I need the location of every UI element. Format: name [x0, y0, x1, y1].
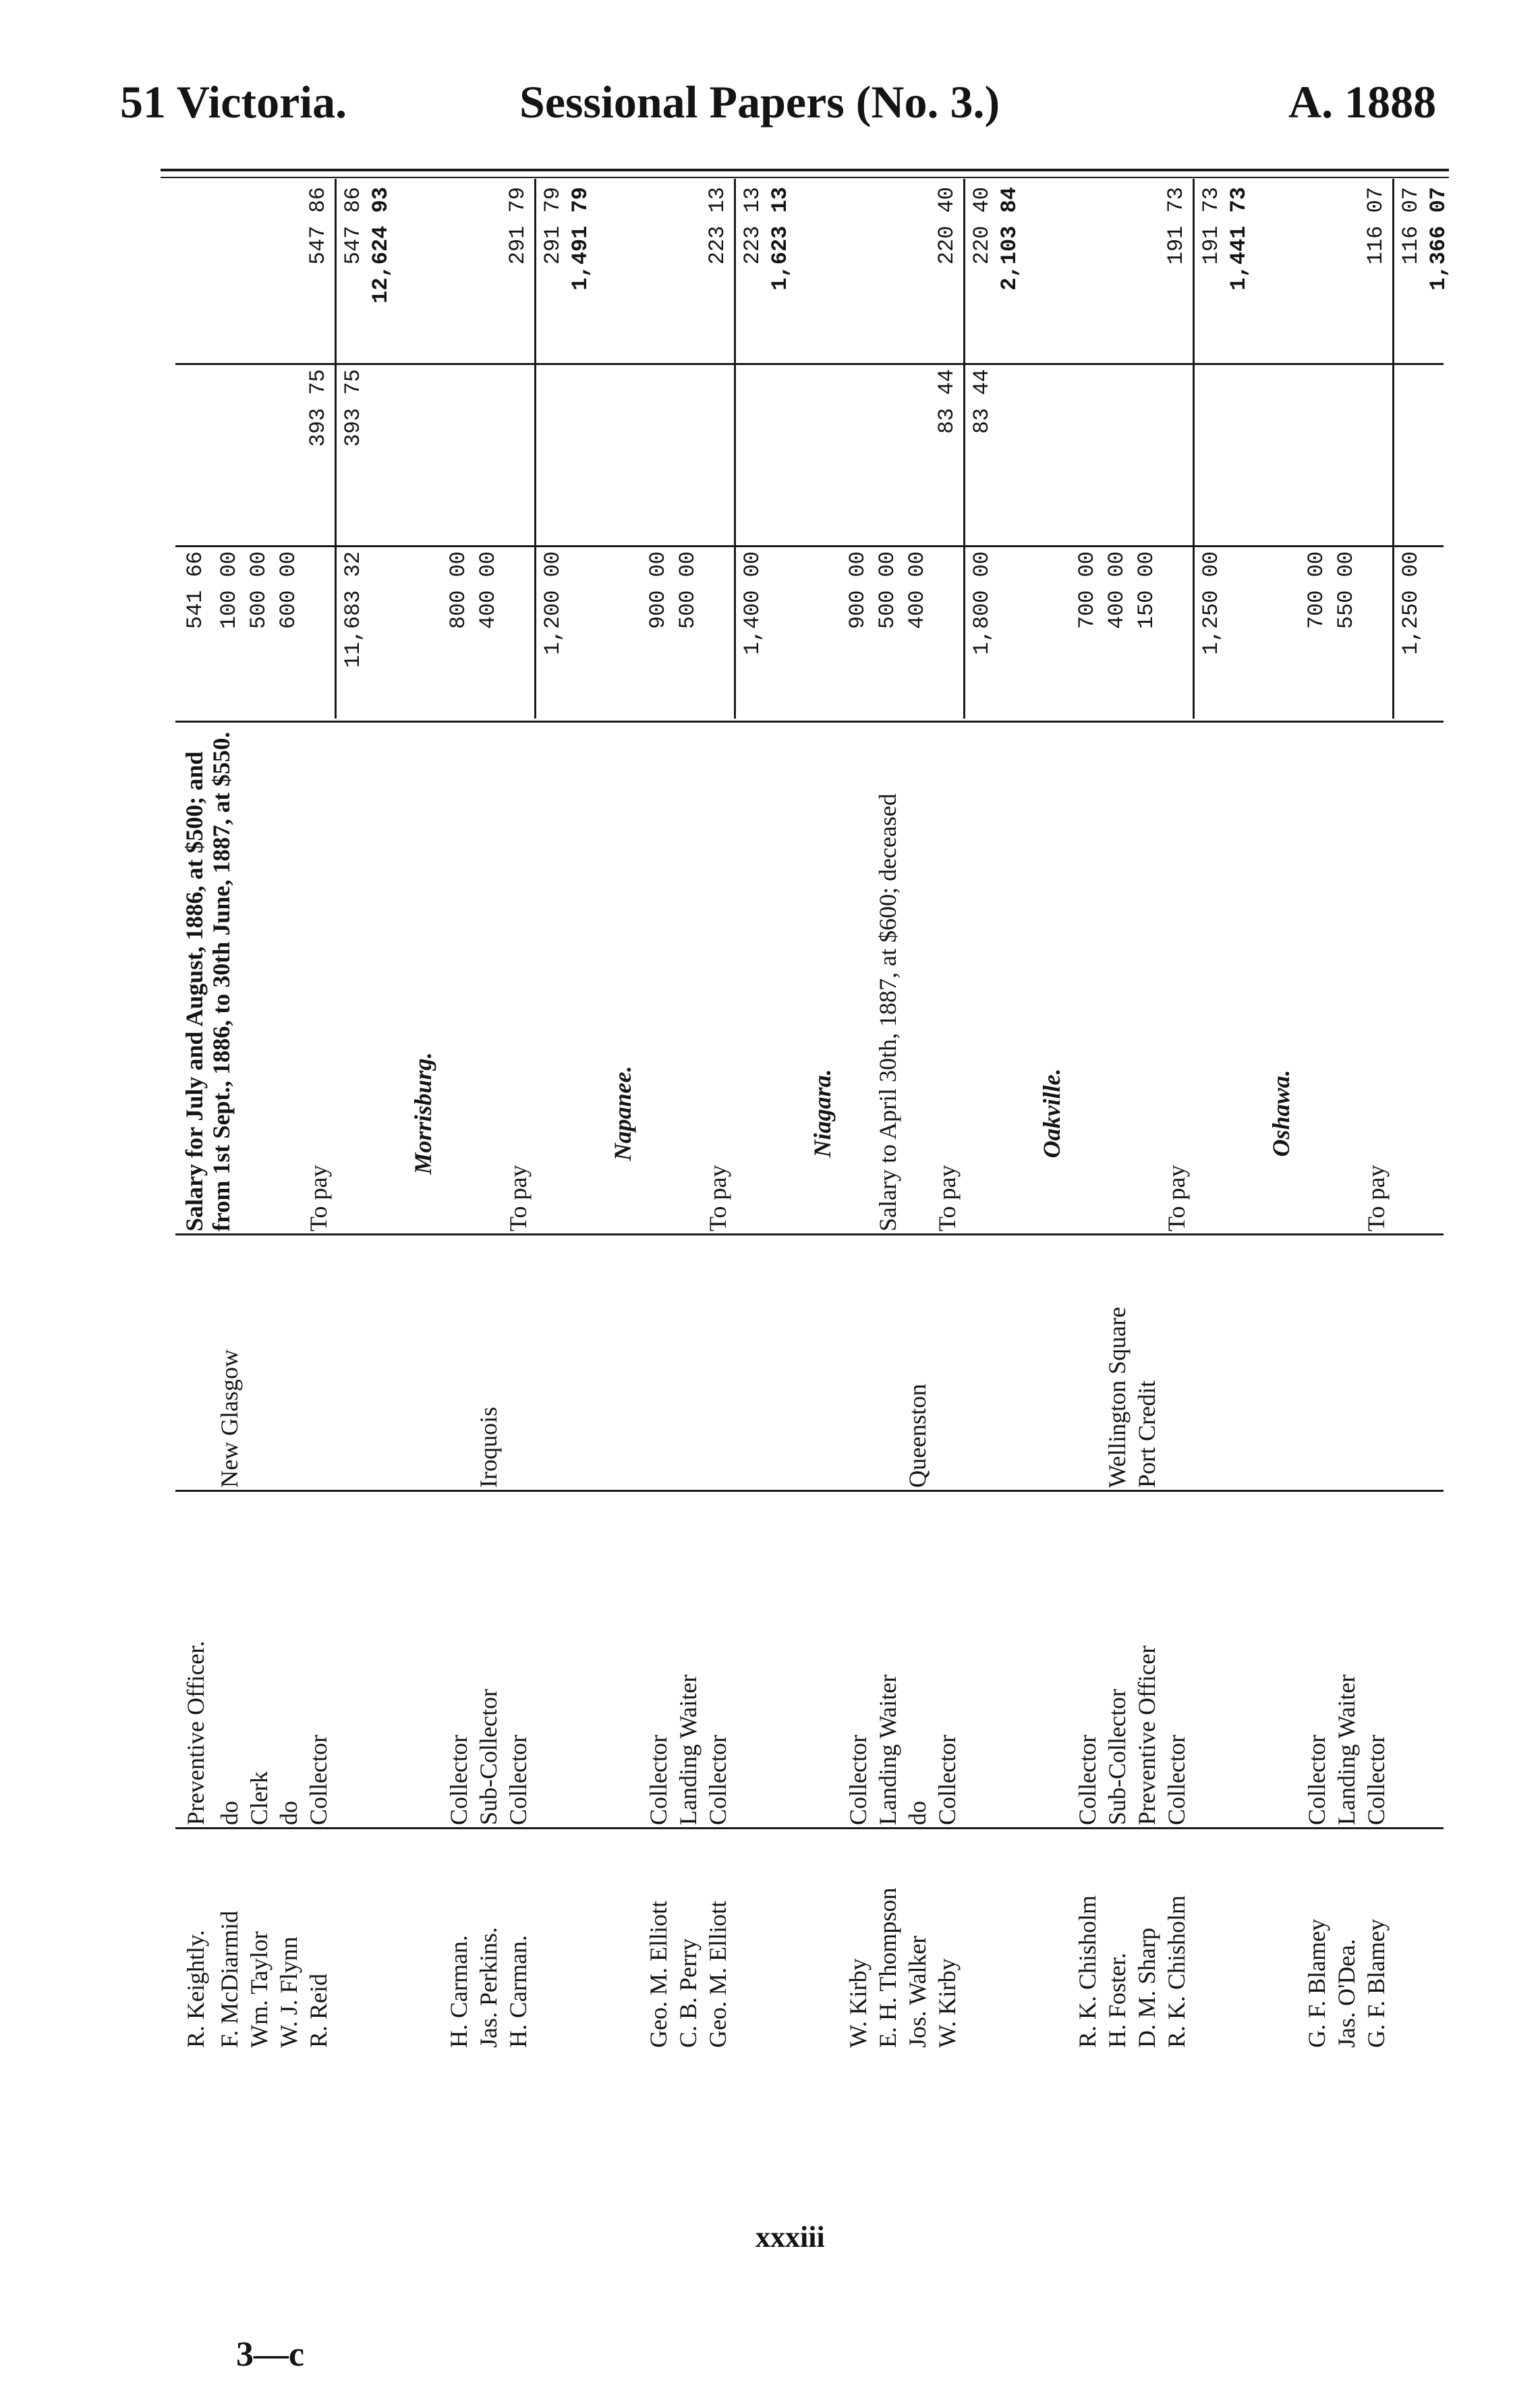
cell-name: R. Keightly.: [182, 1930, 209, 2048]
section-total: 1,623 13: [768, 187, 793, 291]
signature-mark: 3—c: [236, 2335, 305, 2374]
cell-office: Collector: [305, 1735, 332, 1825]
cell-place: [304, 1239, 333, 1488]
subtotal-rule: [1392, 179, 1394, 719]
cell-name: Jos. Walker: [904, 1935, 931, 2048]
subtotal-row: [967, 179, 997, 2048]
cell-amount: 900 00: [845, 551, 870, 630]
cell-remark: [1132, 727, 1162, 1231]
cell-remark: To pay: [1163, 1165, 1190, 1231]
column-rule: [175, 363, 1444, 365]
cell-remark: Salary to April 30th, 1887, at $600; deceased: [874, 793, 901, 1231]
cell-amount: 541 66: [183, 551, 208, 630]
cell-office: Collector: [704, 1735, 731, 1825]
cell-name: H. Carman.: [505, 1935, 532, 2048]
cell-name: H. Foster.: [1104, 1952, 1131, 2048]
cell-amount: 600 00: [276, 551, 301, 630]
cell-remark: [673, 727, 703, 1231]
cell-name: G. F. Blamey: [1363, 1918, 1390, 2048]
cell-name: E. H. Thompson: [874, 1887, 901, 2048]
cell-remark: To pay: [505, 1165, 532, 1231]
table-row: [1162, 179, 1191, 2048]
subtotal-rule: [335, 179, 337, 719]
cell-name: F. McDiarmid: [216, 1910, 243, 2048]
table-row: [673, 179, 703, 2048]
table-row: [1332, 179, 1361, 2048]
cell-office: Preventive Officer: [1133, 1645, 1160, 1825]
cell-amount: 800 00: [446, 551, 471, 630]
cell-extra: [738, 369, 768, 543]
cell-extra: [673, 369, 703, 543]
cell-name: Jas. Perkins.: [475, 1927, 502, 2048]
cell-place: Port Credit: [1133, 1381, 1160, 1488]
cell-office: Collector: [645, 1735, 672, 1825]
cell-office: Collector: [1074, 1735, 1101, 1825]
cell-amount: 1,800 00: [969, 551, 994, 655]
cell-place: [1361, 1239, 1391, 1488]
cell-extra2: 291 79: [540, 187, 565, 265]
cell-extra2: 223 13: [705, 187, 730, 265]
cell-amount: [703, 551, 733, 719]
cell-place: [444, 1239, 474, 1488]
section-total: 2,103 84: [997, 187, 1022, 291]
cell-name: R. K. Chisholm: [1074, 1895, 1101, 2048]
cell-office: Collector: [845, 1735, 872, 1825]
cell-office: Collector: [445, 1735, 472, 1825]
cell-office: Collector: [1363, 1735, 1390, 1825]
cell-name: Jas. O'Dea.: [1333, 1939, 1360, 2048]
cell-extra: [1073, 369, 1102, 543]
cell-extra: [1197, 369, 1226, 543]
cell-remark: To pay: [934, 1165, 961, 1231]
cell-office: Collector: [505, 1735, 532, 1825]
cell-remark: [1302, 727, 1332, 1231]
header-rule: [161, 169, 1449, 171]
subtotal-rule: [734, 179, 736, 719]
cell-office: Sub-Collector: [1104, 1689, 1131, 1825]
cell-extra2: [843, 187, 873, 361]
cell-extra: 83 44: [969, 369, 994, 435]
cell-place: [932, 1239, 962, 1488]
cell-extra: 83 44: [934, 369, 959, 435]
cell-place: [873, 1239, 903, 1488]
subtotal-row: [538, 179, 568, 2048]
subtotal-row: [738, 179, 768, 2048]
cell-extra2: 223 13: [740, 187, 765, 265]
cell-amount: 1,200 00: [540, 551, 565, 655]
cell-office: Landing Waiter: [675, 1674, 702, 1825]
cell-extra: [1332, 369, 1361, 543]
city-heading: Morrisburg.: [409, 1052, 436, 1175]
cell-office: Clerk: [246, 1771, 273, 1825]
cell-place: [1302, 1239, 1332, 1488]
cell-extra: [244, 369, 274, 543]
cell-place: [1162, 1239, 1191, 1488]
city-heading: Oshawa.: [1267, 1069, 1294, 1157]
cell-name: Wm. Taylor: [246, 1931, 273, 2048]
column-rule: [175, 1233, 1444, 1235]
subtotal-rule: [963, 179, 965, 719]
cell-extra2: [903, 187, 932, 361]
section-total: 1,491 79: [568, 187, 593, 291]
cell-extra2: 116 07: [1363, 187, 1388, 265]
table-row: [444, 179, 474, 2048]
table-row: [1132, 179, 1162, 2048]
header-center: Sessional Papers (No. 3.): [519, 76, 1000, 128]
cell-place: Iroquois: [475, 1407, 502, 1488]
cell-extra2: [873, 187, 903, 361]
column-rule: [175, 545, 1444, 547]
cell-amount: [503, 551, 533, 719]
cell-extra: [538, 369, 568, 543]
cell-extra: [1396, 369, 1426, 543]
cell-extra2: [215, 187, 244, 361]
cell-extra2: [1332, 187, 1361, 361]
cell-extra2: [1102, 187, 1132, 361]
cell-extra: [1302, 369, 1332, 543]
cell-amount: 500 00: [675, 551, 700, 630]
cell-extra2: 116 07: [1398, 187, 1423, 265]
table-row: [474, 179, 503, 2048]
cell-amount: 1,400 00: [740, 551, 765, 655]
cell-extra2: 191 73: [1164, 187, 1189, 265]
cell-name: W. J. Flynn: [275, 1936, 302, 2048]
column-rule: [175, 1827, 1444, 1829]
cell-extra2: [1132, 187, 1162, 361]
table-row: [274, 179, 304, 2048]
cell-extra2: [274, 187, 304, 361]
table-row: [873, 179, 903, 2048]
column-rule: [175, 721, 1444, 723]
cell-name: Geo. M. Elliott: [645, 1901, 672, 2048]
table-row: [903, 179, 932, 2048]
cell-remark: [644, 727, 673, 1231]
cell-extra2: [673, 187, 703, 361]
cell-extra: [503, 369, 533, 543]
table-row: [1361, 179, 1391, 2048]
cell-extra2: 547 86: [306, 187, 331, 265]
cell-office: do: [275, 1801, 302, 1825]
cell-extra2: [1302, 187, 1332, 361]
subtotal-rule: [534, 179, 536, 719]
cell-amount: 500 00: [875, 551, 900, 630]
cell-amount: 100 00: [217, 551, 241, 630]
cell-office: do: [904, 1801, 931, 1825]
cell-office: Collector: [934, 1735, 961, 1825]
cell-place: [843, 1239, 873, 1488]
cell-extra2: [244, 187, 274, 361]
cell-extra2: [1073, 187, 1102, 361]
cell-office: Landing Waiter: [874, 1674, 901, 1825]
cell-extra: [474, 369, 503, 543]
cell-place: [1073, 1239, 1102, 1488]
cell-amount: 150 00: [1134, 551, 1159, 630]
cell-remark: To pay: [305, 1165, 332, 1231]
cell-amount: 900 00: [646, 551, 671, 630]
cell-remark: [1073, 727, 1102, 1231]
cell-name: Geo. M. Elliott: [704, 1901, 731, 2048]
cell-name: H. Carman.: [445, 1935, 472, 2048]
cell-name: D. M. Sharp: [1133, 1928, 1160, 2048]
cell-extra: [903, 369, 932, 543]
cell-extra2: 220 40: [934, 187, 959, 265]
cell-remark: [474, 727, 503, 1231]
section-total: 1,441 73: [1226, 187, 1251, 291]
cell-amount: 400 00: [1104, 551, 1129, 630]
cell-extra2: 191 73: [1199, 187, 1224, 265]
cell-extra: 393 75: [341, 369, 366, 447]
cell-place: [644, 1239, 673, 1488]
cell-remark: Salary for July and August, 1886, at $500; and from 1st Sept., 1886, to 30th June, 1887, at $550.: [181, 731, 235, 1231]
cell-extra: [1102, 369, 1132, 543]
cell-extra: [703, 369, 733, 543]
cell-amount: 11,683 32: [341, 551, 366, 668]
table-row: [244, 179, 274, 2048]
cell-amount: 700 00: [1304, 551, 1329, 630]
cell-extra: [274, 369, 304, 543]
cell-extra2: [644, 187, 673, 361]
cell-remark: [244, 727, 274, 1231]
cell-extra: [215, 369, 244, 543]
cell-extra: [1132, 369, 1162, 543]
cell-amount: 1,250 00: [1199, 551, 1224, 655]
table-row: [932, 179, 962, 2048]
cell-office: Sub-Collector: [475, 1689, 502, 1825]
cell-amount: 400 00: [905, 551, 930, 630]
cell-remark: [444, 727, 474, 1231]
cell-extra2: 220 40: [969, 187, 994, 265]
cell-remark: [1332, 727, 1361, 1231]
cell-amount: 1,250 00: [1398, 551, 1423, 655]
cell-remark: To pay: [704, 1165, 731, 1231]
cell-name: R. Reid: [305, 1973, 332, 2048]
cell-extra: [444, 369, 474, 543]
cell-amount: [1361, 551, 1391, 719]
cell-name: R. K. Chisholm: [1163, 1895, 1190, 2048]
cell-place: Wellington Square: [1104, 1306, 1131, 1488]
cell-place: [1332, 1239, 1361, 1488]
section-total: 12,624 93: [368, 187, 393, 304]
cell-place: [503, 1239, 533, 1488]
cell-amount: [1162, 551, 1191, 719]
subtotal-row: [1197, 179, 1226, 2048]
header-right: A. 1888: [1288, 76, 1437, 128]
cell-office: Collector: [1163, 1735, 1190, 1825]
ledger-table: [175, 179, 1450, 2048]
cell-extra2: 291 79: [505, 187, 530, 265]
cell-remark: [274, 727, 304, 1231]
city-heading: Napanee.: [609, 1065, 636, 1161]
cell-extra: [873, 369, 903, 543]
cell-remark: [215, 727, 244, 1231]
cell-office: do: [216, 1801, 243, 1825]
header-rule-thin: [161, 177, 1449, 178]
cell-office: Landing Waiter: [1333, 1674, 1360, 1825]
subtotal-rule: [1193, 179, 1195, 719]
table-row: [304, 179, 333, 2048]
cell-extra: [843, 369, 873, 543]
cell-remark: To pay: [1363, 1165, 1390, 1231]
cell-name: C. B. Perry: [675, 1939, 702, 2048]
cell-amount: 700 00: [1075, 551, 1100, 630]
cell-remark: [843, 727, 873, 1231]
table-row: [1302, 179, 1332, 2048]
cell-extra: [1361, 369, 1391, 543]
subtotal-row: [1396, 179, 1426, 2048]
page-number: xxxiii: [755, 2221, 825, 2254]
cell-remark: [1102, 727, 1132, 1231]
table-row: [703, 179, 733, 2048]
cell-amount: 500 00: [246, 551, 271, 630]
table-row: [215, 179, 244, 2048]
cell-place: Queenston: [904, 1384, 931, 1488]
cell-place: [274, 1239, 304, 1488]
cell-amount: [932, 551, 962, 719]
column-rule: [175, 1490, 1444, 1492]
cell-amount: [304, 551, 333, 719]
table-row: [644, 179, 673, 2048]
cell-extra2: [474, 187, 503, 361]
cell-amount: 550 00: [1334, 551, 1359, 630]
cell-office: Preventive Officer.: [182, 1640, 209, 1825]
cell-extra2: [444, 187, 474, 361]
cell-name: G. F. Blamey: [1303, 1918, 1330, 2048]
table-row: [1102, 179, 1132, 2048]
section-total: 1,366 07: [1426, 187, 1451, 291]
cell-place: New Glasgow: [216, 1349, 243, 1488]
cell-place: [703, 1239, 733, 1488]
table-row: [1073, 179, 1102, 2048]
city-heading: Oakville.: [1038, 1068, 1065, 1159]
cell-extra: 393 75: [306, 369, 331, 447]
cell-office: Collector: [1303, 1735, 1330, 1825]
cell-amount: 400 00: [476, 551, 501, 630]
cell-extra: [644, 369, 673, 543]
city-heading: Niagara.: [809, 1069, 836, 1158]
cell-extra: [1162, 369, 1191, 543]
table-row: [503, 179, 533, 2048]
cell-name: W. Kirby: [934, 1958, 961, 2048]
table-row: [843, 179, 873, 2048]
cell-extra2: 547 86: [341, 187, 366, 265]
cell-name: W. Kirby: [845, 1958, 872, 2048]
cell-place: [673, 1239, 703, 1488]
subtotal-row: [339, 179, 368, 2048]
cell-place: [244, 1239, 274, 1488]
header-left: 51 Victoria.: [120, 76, 347, 128]
cell-remark: [903, 727, 932, 1231]
